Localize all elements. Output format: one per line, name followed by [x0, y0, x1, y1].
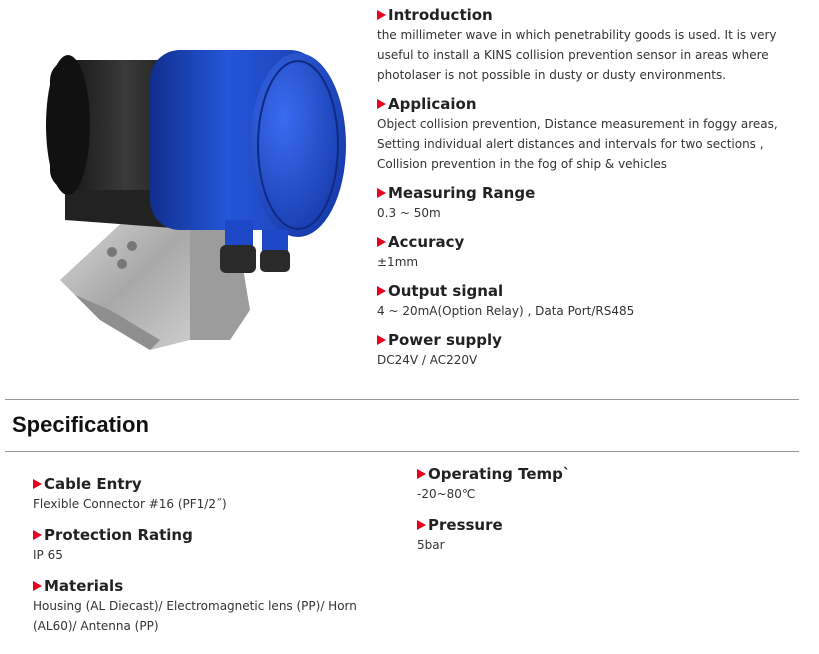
section-title: Pressure [428, 516, 503, 534]
spec-right-column [417, 465, 777, 567]
mounting-bracket [60, 215, 250, 350]
section-heading [377, 233, 807, 251]
intro-column [377, 6, 807, 380]
section-text: Flexible Connector #16 (PF1/2˝) [33, 497, 227, 511]
section-heading [377, 184, 807, 202]
section-text: the millimeter wave in which penetrability goods is used. It is very useful to install a KINS collision prevention sensor in areas where photolaser is not possible in dusty or dusty environments. [377, 28, 777, 82]
red-arrow-icon [33, 581, 42, 591]
section-operating-temp [417, 465, 777, 504]
red-arrow-icon [377, 99, 386, 109]
divider-top [5, 399, 799, 400]
section-title: Output signal [388, 282, 504, 300]
section-introduction [377, 6, 807, 85]
section-heading [377, 95, 807, 113]
red-arrow-icon [377, 335, 386, 345]
red-arrow-icon [377, 10, 386, 20]
spec-left-column [33, 475, 393, 648]
blue-housing [150, 50, 346, 237]
section-text: -20~80℃ [417, 487, 476, 501]
red-arrow-icon [33, 530, 42, 540]
specification-title: Specification [12, 412, 149, 437]
section-text: Housing (AL Diecast)/ Electromagnetic lens (PP)/ Horn (AL60)/ Antenna (PP) [33, 599, 357, 633]
section-text: IP 65 [33, 548, 63, 562]
section-text: DC24V / AC220V [377, 353, 478, 367]
section-heading [417, 465, 777, 483]
section-output-signal [377, 282, 807, 321]
section-title: Introduction [388, 6, 493, 24]
red-arrow-icon [417, 520, 426, 530]
red-arrow-icon [417, 469, 426, 479]
section-power-supply [377, 331, 807, 370]
section-accuracy [377, 233, 807, 272]
section-text: ±1mm [377, 255, 419, 269]
section-cable-entry [33, 475, 393, 514]
red-arrow-icon [377, 286, 386, 296]
section-title: Operating Temp` [428, 465, 571, 483]
product-image [40, 20, 360, 360]
section-text: 5bar [417, 538, 445, 552]
divider-spec [5, 451, 799, 452]
section-pressure [417, 516, 777, 555]
section-heading [377, 282, 807, 300]
section-heading [377, 331, 807, 349]
section-title: Accuracy [388, 233, 465, 251]
section-text: 0.3 ~ 50m [377, 206, 441, 220]
red-arrow-icon [377, 237, 386, 247]
section-materials [33, 577, 393, 636]
section-protection-rating [33, 526, 393, 565]
section-applicaion [377, 95, 807, 174]
section-title: Applicaion [388, 95, 477, 113]
section-title: Materials [44, 577, 124, 595]
section-heading [377, 6, 807, 24]
section-measuring-range [377, 184, 807, 223]
section-text: 4 ~ 20mA(Option Relay) , Data Port/RS485 [377, 304, 635, 318]
section-title: Protection Rating [44, 526, 193, 544]
section-title: Cable Entry [44, 475, 142, 493]
section-heading [33, 526, 393, 544]
section-heading [417, 516, 777, 534]
section-text: Object collision prevention, Distance measurement in foggy areas, Setting individual alert distances and intervals for two sections , Collision prevention in the fog of ship & vehicles [377, 117, 778, 171]
section-title: Power supply [388, 331, 502, 349]
section-heading [33, 475, 393, 493]
red-arrow-icon [33, 479, 42, 489]
section-title: Measuring Range [388, 184, 536, 202]
red-arrow-icon [377, 188, 386, 198]
section-heading [33, 577, 393, 595]
